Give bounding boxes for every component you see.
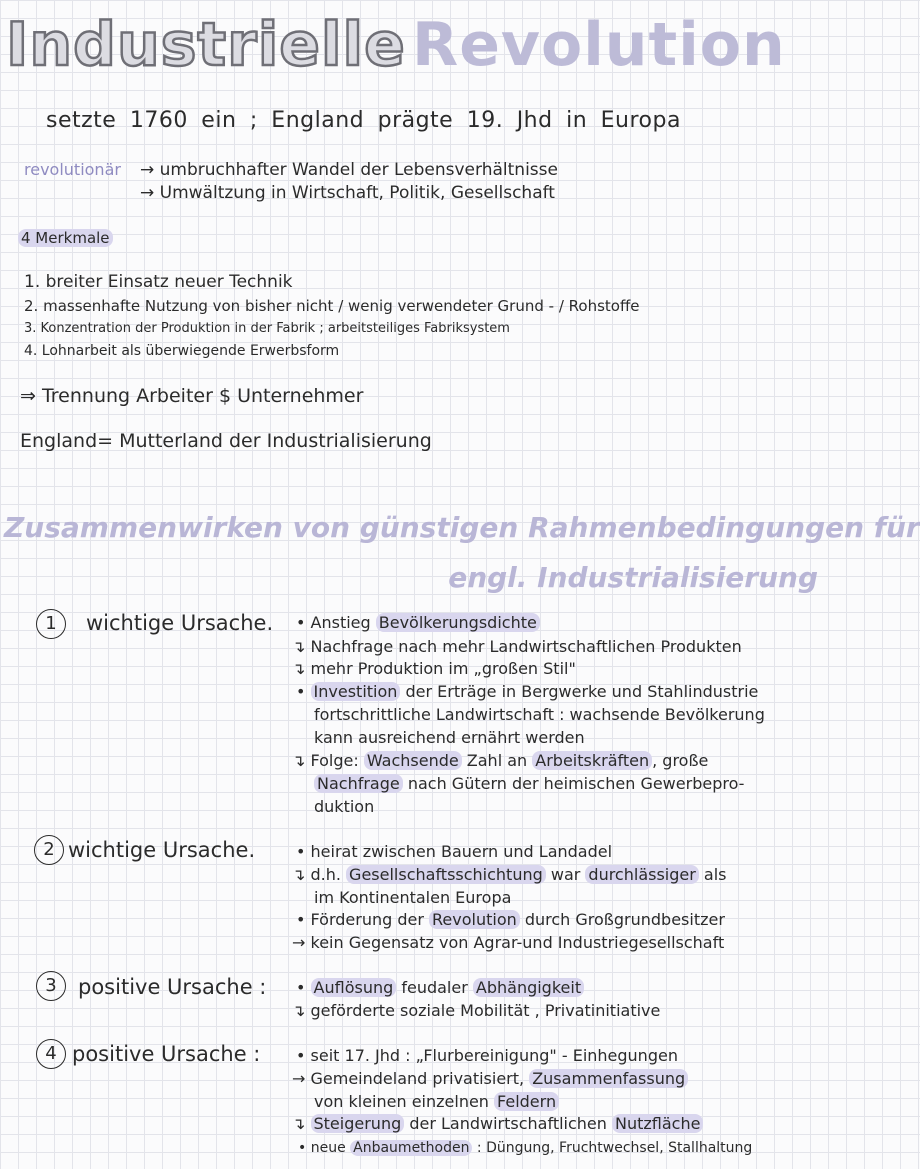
cause-3-label: positive Ursache : [78,975,267,999]
revolutionaer-label: revolutionär [24,160,121,179]
cause-3-number: 3 [36,971,66,1001]
cause-2-line-2: ↴ d.h. Gesellschaftsschichtung war durchlässiger als [292,865,727,884]
merkmal-2: 2. massenhafte Nutzung von bisher nicht / wenig verwendeter Grund - / Rohstoffe [24,297,640,315]
cause-3-line-1: • Auflösung feudaler Abhängigkeit [296,977,584,999]
cause-4-line-1: • seit 17. Jhd : „Flurbereinigung" - Einhegungen [296,1046,678,1065]
cause-2-line-4: • Förderung der Revolution durch Großgrundbesitzer [296,910,725,929]
revolutionaer-line-2: → Umwältzung in Wirtschaft, Politik, Gesellschaft [140,183,555,203]
cause-1-number: 1 [36,609,66,639]
cause-1-line-6: kann ausreichend ernährt werden [314,728,585,747]
section-heading-line-1: Zusammenwirken von günstigen Rahmenbedingungen für [4,511,920,544]
cause-1-line-4: • Investition der Erträge in Bergwerke und Stahlindustrie [296,682,759,701]
merkmale-label: 4 Merkmale [18,229,113,247]
cause-4-number: 4 [36,1039,66,1069]
cause-1-line-7: ↴ Folge: Wachsende Zahl an Arbeitskräften , große [292,751,709,770]
cause-4-label: positive Ursache : [72,1042,261,1066]
cause-1-line-5: fortschrittliche Landwirtschaft : wachsende Bevölkerung [314,705,765,724]
cause-2-line-3: im Kontinentalen Europa [314,888,512,907]
title-revolution: Revolution [412,10,786,80]
cause-1-label: wichtige Ursache. [86,611,274,635]
intro-line: setzte 1760 ein ; England prägte 19. Jhd in Europa [46,108,681,133]
conclusion-motherland: England= Mutterland der Industrialisierung [20,430,432,452]
cause-2-number: 2 [34,835,64,865]
cause-1-line-9: duktion [314,797,375,816]
cause-2-line-5: → kein Gegensatz von Agrar-und Industriegesellschaft [292,933,725,952]
cause-2-label: wichtige Ursache. [68,838,256,862]
cause-1-line-1: • Anstieg Bevölkerungsdichte [296,612,540,634]
merkmal-1: 1. breiter Einsatz neuer Technik [24,272,293,292]
cause-4-line-2: → Gemeindeland privatisiert, Zusammenfassung [292,1068,688,1090]
cause-3-line-2: ↴ geförderte soziale Mobilität , Privatinitiative [292,1001,661,1020]
cause-4-line-4: ↴ Steigerung der Landwirtschaftlichen Nutzfläche [292,1113,703,1135]
cause-2-line-1: • heirat zwischen Bauern und Landadel [296,842,613,861]
conclusion-separation: ⇒ Trennung Arbeiter $ Unternehmer [20,385,364,407]
cause-4-line-5: • neue Anbaumethoden : Düngung, Fruchtwechsel, Stallhaltung [298,1140,753,1156]
title-industrielle: Industrielle [6,10,406,80]
merkmal-3: 3. Konzentration der Produktion in der Fabrik ; arbeitsteiliges Fabriksystem [24,321,510,336]
cause-4-line-3: von kleinen einzelnen Feldern [314,1091,559,1113]
revolutionaer-line-1: → umbruchhafter Wandel der Lebensverhältnisse [140,160,558,180]
cause-1-line-2: ↴ Nachfrage nach mehr Landwirtschaftlichen Produkten [292,637,742,656]
merkmal-4: 4. Lohnarbeit als überwiegende Erwerbsform [24,343,340,359]
cause-1-line-3: ↴ mehr Produktion im „großen Stil" [292,659,576,678]
section-heading-line-2: engl. Industrialisierung [448,561,818,594]
cause-1-line-8: Nachfrage nach Gütern der heimischen Gewerbepro- [314,773,744,795]
